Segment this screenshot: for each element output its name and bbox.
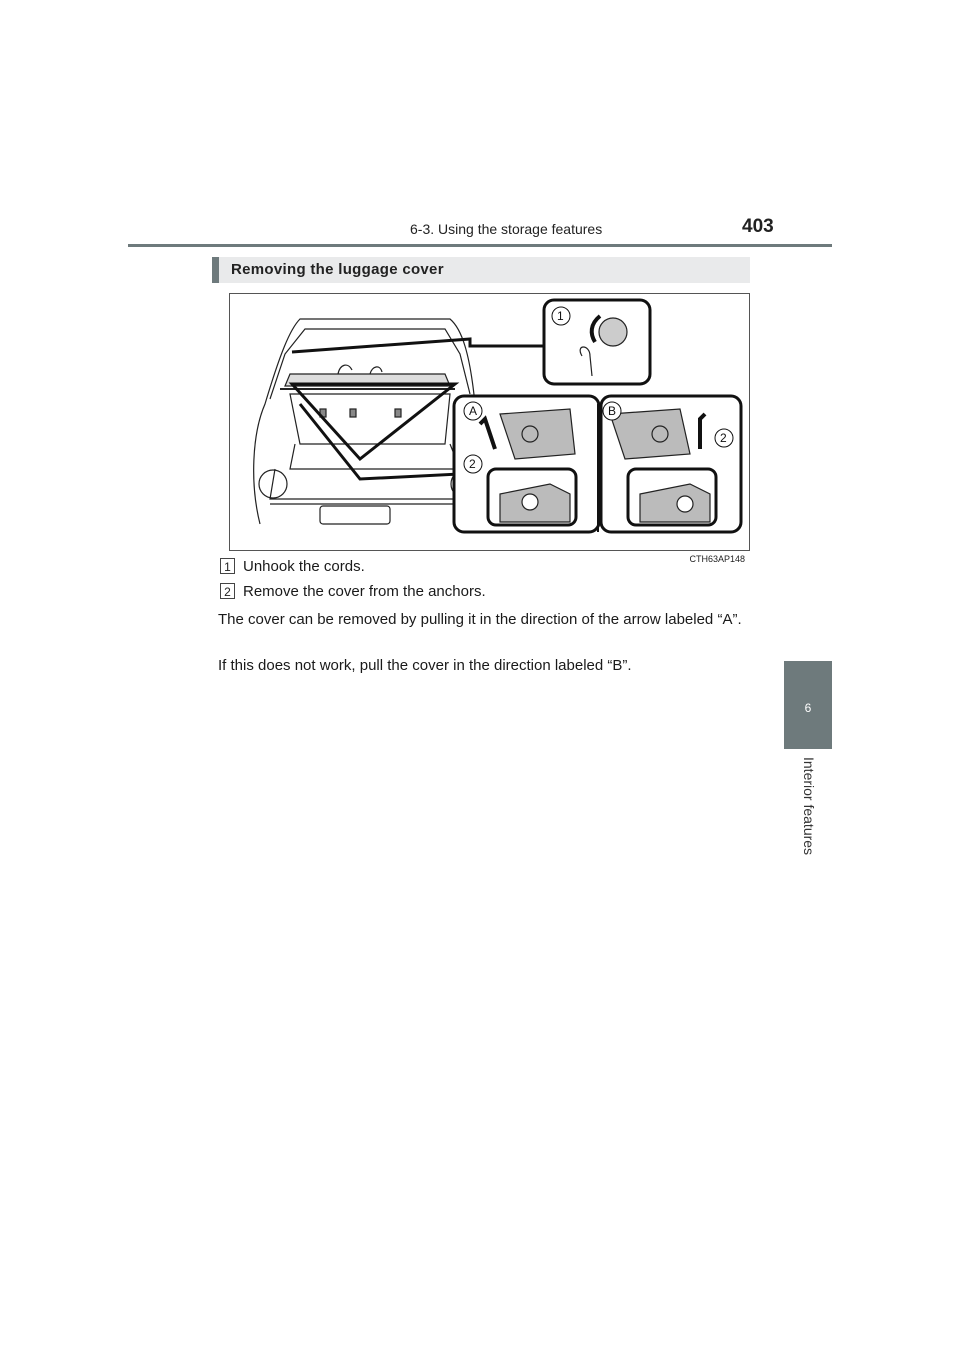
callout-2b: 2	[720, 431, 727, 445]
step-1-badge: 1	[220, 558, 235, 574]
section-heading-text: Removing the luggage cover	[231, 261, 444, 278]
callout-a: A	[469, 404, 478, 418]
header-section-title: 6-3. Using the storage features	[410, 221, 603, 237]
chapter-title: Interior features	[801, 757, 817, 856]
figure-code: CTH63AP148	[689, 554, 745, 564]
luggage-cover-illustration	[229, 293, 750, 564]
callout-b: B	[608, 404, 617, 418]
chapter-tab-divider	[784, 747, 832, 749]
illustration-svg	[230, 294, 749, 550]
section-heading	[212, 257, 750, 283]
step-2-text: Remove the cover from the anchors.	[243, 583, 486, 600]
header-rule	[128, 244, 832, 247]
callout-1: 1	[557, 309, 564, 323]
chapter-tab-label-area	[784, 747, 832, 887]
page-number: 403	[742, 216, 774, 237]
step-1-text: Unhook the cords.	[243, 558, 365, 575]
chapter-tab	[784, 661, 832, 747]
step-2-badge: 2	[220, 583, 235, 599]
car-rear-view	[254, 319, 480, 524]
note-line-1: The cover can be removed by pulling it in the direction of the arrow labeled “A”.	[218, 611, 742, 628]
callout-2a: 2	[469, 457, 476, 471]
note-line-2: If this does not work, pull the cover in the direction labeled “B”.	[218, 657, 632, 674]
chapter-number: 6	[804, 701, 812, 715]
